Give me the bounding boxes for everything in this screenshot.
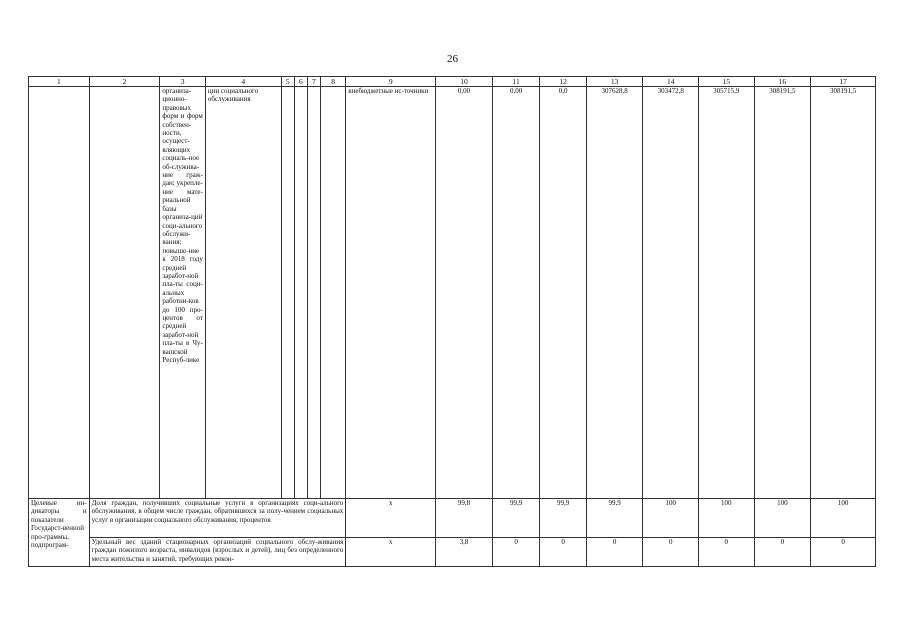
table-row <box>29 538 876 567</box>
header-cell: 8 <box>321 77 346 87</box>
indicator-description: Удельный вес зданий стационарных организаций социального обслу-живания граждан пожилого возраста, инвалидов (взрослых и детей), лиц без определенного места жительства и занятий, требующих рекон- <box>89 538 346 567</box>
header-cell: 13 <box>586 77 643 87</box>
table-cell <box>89 87 160 499</box>
value-cell: 0,00 <box>492 87 540 499</box>
funding-source: х <box>346 499 436 538</box>
header-cell: 6 <box>294 77 307 87</box>
value-cell: 100 <box>754 499 811 538</box>
targets-label: Целевые ин-дикаторы и показатели Государст-венной про-граммы, подпрограм- <box>29 499 90 567</box>
table-row <box>29 87 876 499</box>
program-table <box>28 76 876 567</box>
value-cell: 0,00 <box>436 87 493 499</box>
header-cell: 9 <box>346 77 436 87</box>
header-cell: 2 <box>89 77 160 87</box>
value-cell: 99,9 <box>540 499 586 538</box>
value-cell: 100 <box>699 499 755 538</box>
value-cell: 100 <box>811 499 876 538</box>
header-cell: 14 <box>643 77 699 87</box>
table-row <box>29 499 876 538</box>
header-cell: 1 <box>29 77 90 87</box>
header-cell: 17 <box>811 77 876 87</box>
header-cell: 3 <box>160 77 205 87</box>
value-cell: 0 <box>492 538 540 567</box>
header-cell: 12 <box>540 77 586 87</box>
value-cell: 0 <box>586 538 643 567</box>
value-cell: 99,8 <box>436 499 493 538</box>
value-cell: 3,8 <box>436 538 493 567</box>
funding-source: х <box>346 538 436 567</box>
value-cell: 307628,8 <box>586 87 643 499</box>
header-cell: 4 <box>205 77 281 87</box>
executor-cell: ции социального обслуживания <box>205 87 281 499</box>
value-cell: 0 <box>754 538 811 567</box>
value-cell: 0 <box>540 538 586 567</box>
value-cell: 308191,5 <box>754 87 811 499</box>
value-cell: 0 <box>643 538 699 567</box>
value-cell: 305715,9 <box>699 87 755 499</box>
header-row <box>29 77 876 87</box>
value-cell: 0 <box>811 538 876 567</box>
header-cell: 15 <box>699 77 755 87</box>
header-cell: 5 <box>281 77 294 87</box>
table-cell <box>321 87 346 499</box>
table-cell <box>294 87 307 499</box>
header-cell: 7 <box>307 77 320 87</box>
header-cell: 16 <box>754 77 811 87</box>
page-number: 26 <box>447 53 458 65</box>
value-cell: 99,9 <box>492 499 540 538</box>
funding-source: внебюджетные ис-точники <box>346 87 436 499</box>
header-cell: 11 <box>492 77 540 87</box>
indicator-description: Доля граждан, получивших социальные услуги в организациях соци-ального обслуживания, в общем числе граждан, обратившихся за полу-чением социальных услуг в организации социального обслуживания, процентов <box>89 499 346 538</box>
measure-description: организа-ционно-правовых форм и форм собствен-ности, осущест-вляющих социаль-ное об-служива-ние граж-дан; укрепле-ние мате-риальной базы организа-ций соци-ального обслужи-вания; повыше-ние к 2018 году средней заработ-ной пла-ты соци-альных работни-ков до 100 про-центов от средней заработ-ной пла-ты в Чу-вашской Респуб-лике <box>160 87 205 499</box>
header-cell: 10 <box>436 77 493 87</box>
value-cell: 0 <box>699 538 755 567</box>
value-cell: 308191,5 <box>811 87 876 499</box>
table-cell <box>307 87 320 499</box>
value-cell: 100 <box>643 499 699 538</box>
table-cell <box>29 87 90 499</box>
value-cell: 303472,8 <box>643 87 699 499</box>
value-cell: 0,0 <box>540 87 586 499</box>
value-cell: 99,9 <box>586 499 643 538</box>
table-cell <box>281 87 294 499</box>
